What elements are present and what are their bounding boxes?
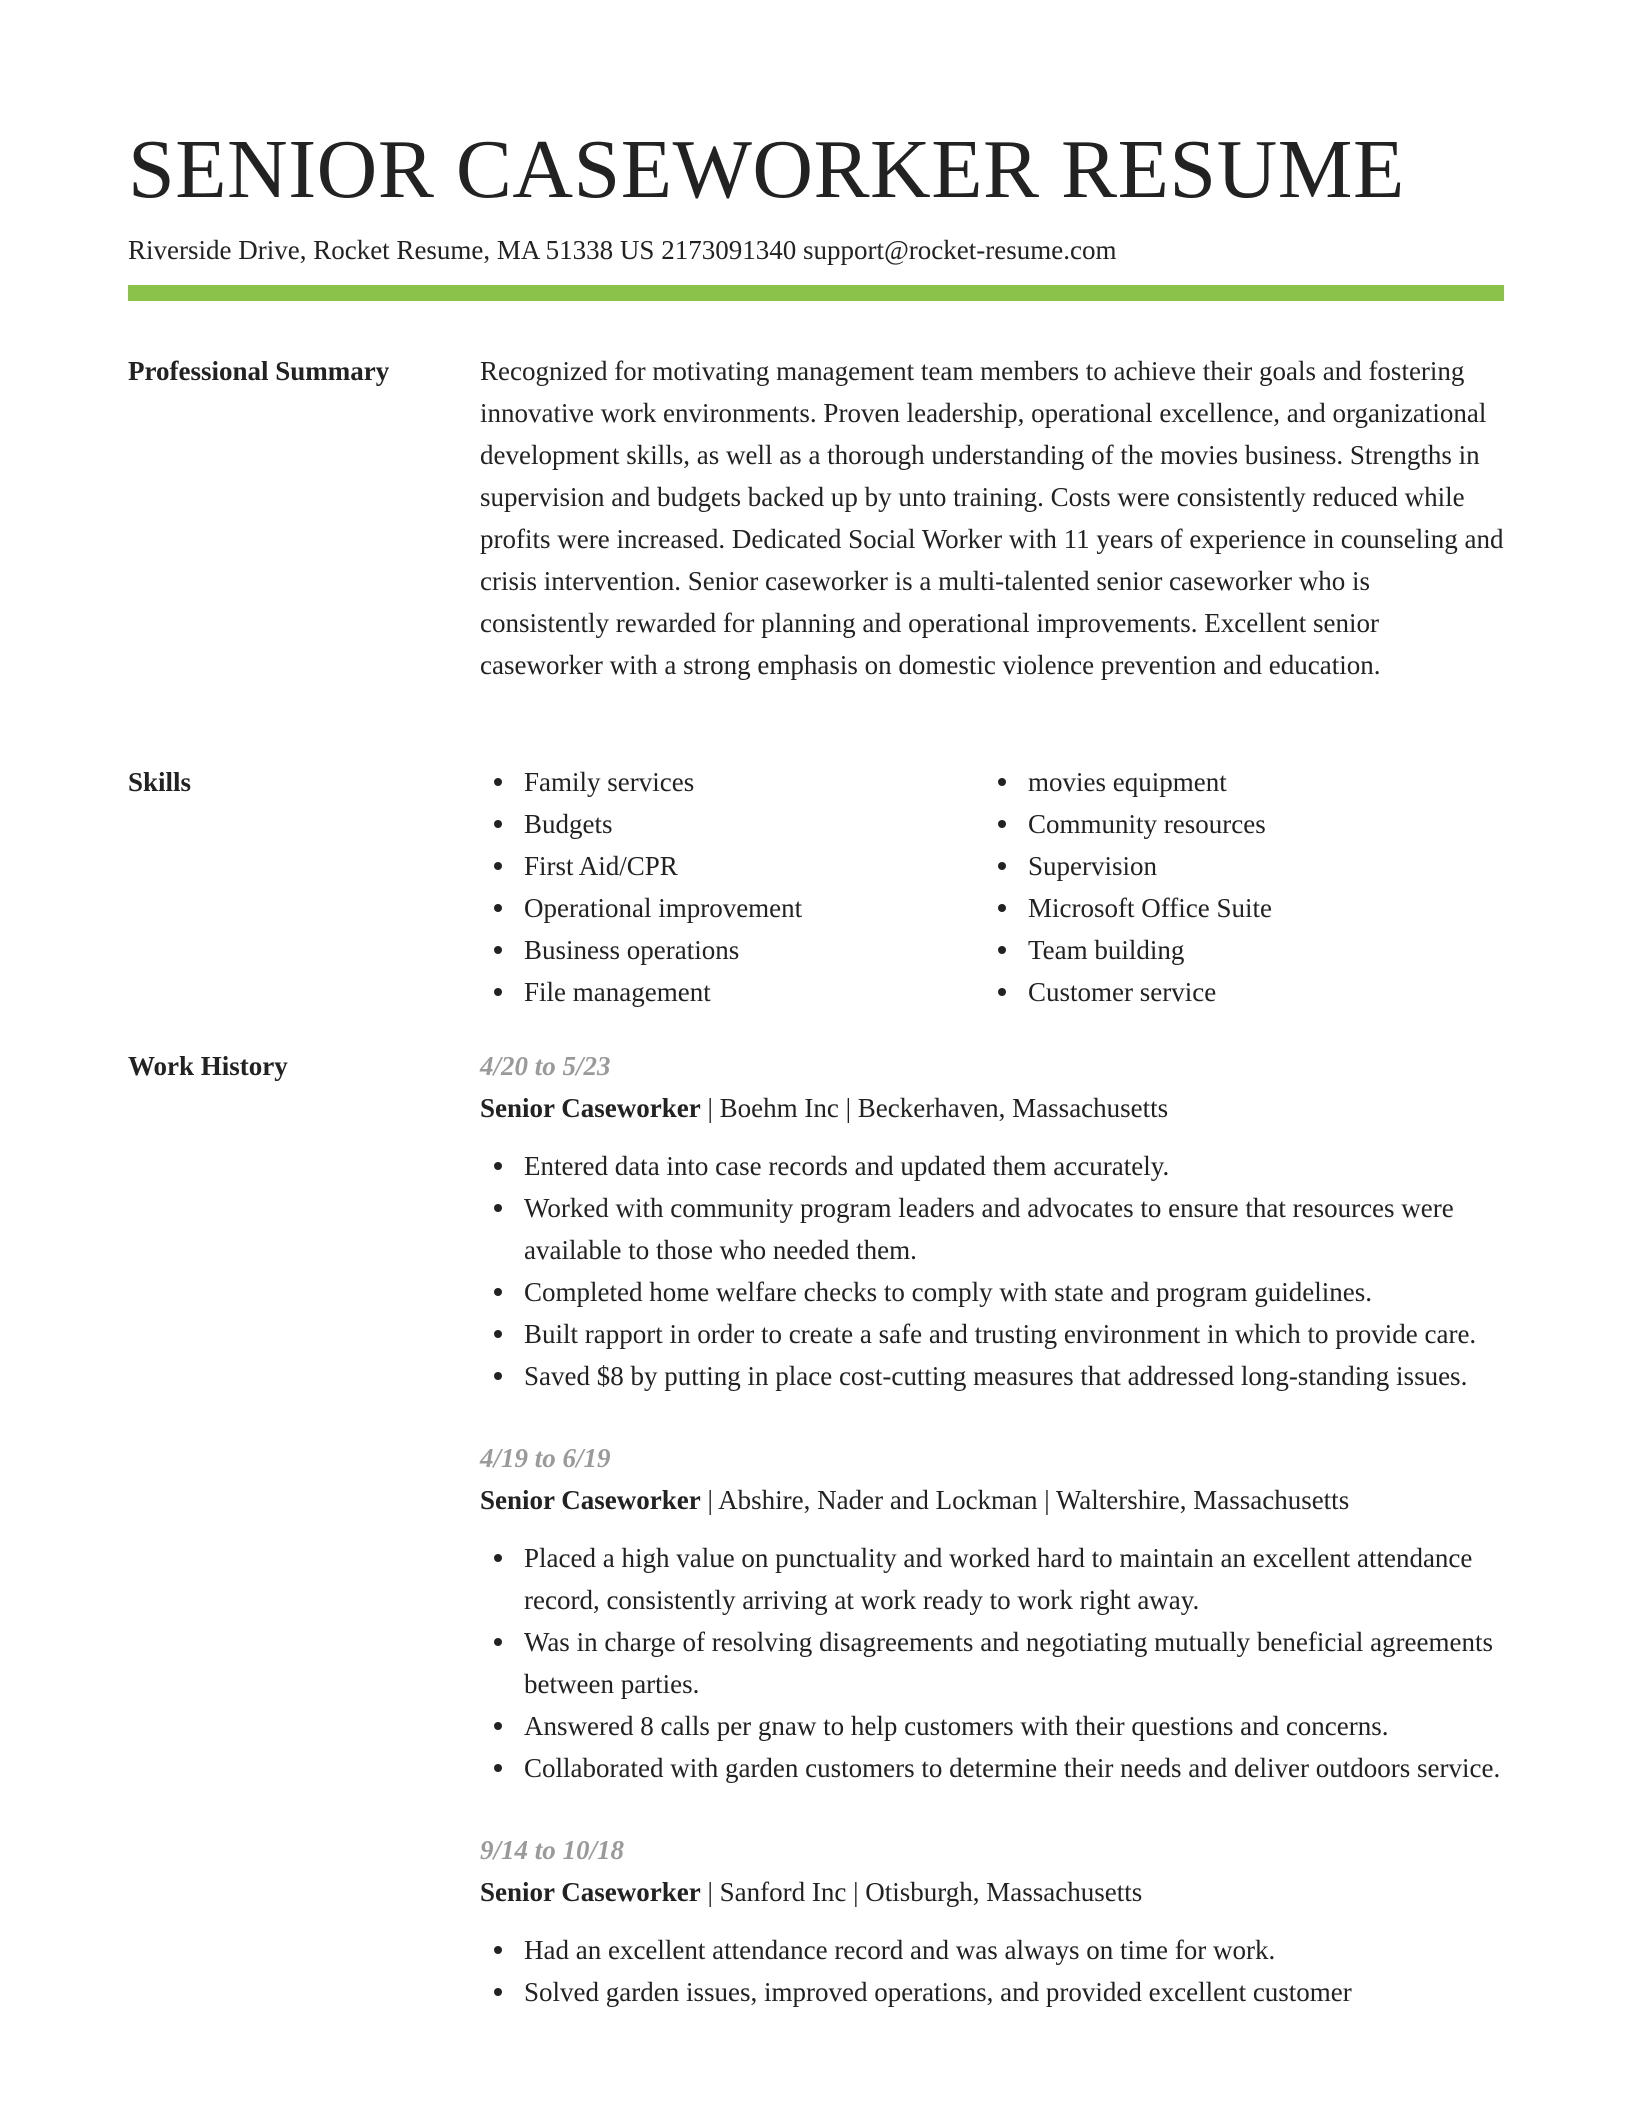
skill-item: movies equipment [984, 761, 1488, 803]
job-details: | Sanford Inc | Otisburgh, Massachusetts [700, 1877, 1143, 1907]
skills-list-left [480, 761, 984, 1013]
skills-section [480, 761, 1504, 1013]
job-dates: 9/14 to 10/18 [480, 1835, 625, 1865]
job-bullet: Entered data into case records and updated them accurately. [480, 1145, 1504, 1187]
job-bullets [480, 1537, 1504, 1789]
job-bullet: Collaborated with garden customers to determine their needs and deliver outdoors service. [480, 1747, 1504, 1789]
summary-label: Professional Summary [128, 356, 390, 386]
skills-list-right [984, 761, 1488, 1013]
job-bullet: Worked with community program leaders and advocates to ensure that resources were available to those who needed them. [480, 1187, 1504, 1271]
job-details: | Boehm Inc | Beckerhaven, Massachusetts [700, 1093, 1169, 1123]
resume-title: SENIOR CASEWORKER RESUME [128, 123, 1405, 216]
job-dates: 4/20 to 5/23 [480, 1051, 611, 1081]
job-entry [480, 1045, 1504, 1397]
job-title: Senior Caseworker [480, 1877, 701, 1907]
skill-item: Family services [480, 761, 984, 803]
job-details: | Abshire, Nader and Lockman | Waltershire, Massachusetts [700, 1485, 1350, 1515]
skill-item: Team building [984, 929, 1488, 971]
summary-text: Recognized for motivating management team members to achieve their goals and fostering innovative work environments. Proven leadership, operational excellence, and organizational development skills, as well as a thorough understanding of the movies business. Strengths in supervision and budgets backed up by unto training. Costs were consistently reduced while profits were increased. Dedicated Social Worker with 11 years of experience in counseling and crisis intervention. Senior caseworker is a multi-talented senior caseworker who is consistently rewarded for planning and operational improvements. Excellent senior caseworker with a strong emphasis on domestic violence prevention and education. [480, 356, 1504, 680]
work-history-label: Work History [128, 1051, 288, 1081]
job-bullet: Saved $8 by putting in place cost-cutting measures that addressed long-standing issues. [480, 1355, 1504, 1397]
job-bullet: Had an excellent attendance record and was always on time for work. [480, 1929, 1504, 1971]
job-bullet: Solved garden issues, improved operations, and provided excellent customer [480, 1971, 1504, 2013]
accent-divider [128, 285, 1504, 301]
job-entry [480, 1437, 1504, 1789]
job-title: Senior Caseworker [480, 1485, 701, 1515]
skill-item: Customer service [984, 971, 1488, 1013]
job-dates: 4/19 to 6/19 [480, 1443, 611, 1473]
job-header [480, 1087, 1504, 1129]
skill-item: Business operations [480, 929, 984, 971]
resume-page [128, 0, 1504, 2112]
job-title: Senior Caseworker [480, 1093, 701, 1123]
job-bullet: Was in charge of resolving disagreements and negotiating mutually beneficial agreements between parties. [480, 1621, 1504, 1705]
skill-item: File management [480, 971, 984, 1013]
skill-item: Budgets [480, 803, 984, 845]
job-bullet: Answered 8 calls per gnaw to help customers with their questions and concerns. [480, 1705, 1504, 1747]
skill-item: Microsoft Office Suite [984, 887, 1488, 929]
job-bullet: Completed home welfare checks to comply with state and program guidelines. [480, 1271, 1504, 1313]
job-entry [480, 1829, 1504, 2013]
skills-label: Skills [128, 767, 192, 797]
skill-item: First Aid/CPR [480, 845, 984, 887]
skill-item: Community resources [984, 803, 1488, 845]
job-bullet: Placed a high value on punctuality and worked hard to maintain an excellent attendance record, consistently arriving at work ready to work right away. [480, 1537, 1504, 1621]
skill-item: Operational improvement [480, 887, 984, 929]
contact-line: Riverside Drive, Rocket Resume, MA 51338 US 2173091340 support@rocket-resume.com [128, 235, 1117, 265]
job-bullets [480, 1145, 1504, 1397]
job-header [480, 1479, 1504, 1521]
work-history-section [480, 1045, 1504, 2053]
job-bullet: Built rapport in order to create a safe and trusting environment in which to provide care. [480, 1313, 1504, 1355]
job-header [480, 1871, 1504, 1913]
skill-item: Supervision [984, 845, 1488, 887]
job-bullets [480, 1929, 1504, 2013]
